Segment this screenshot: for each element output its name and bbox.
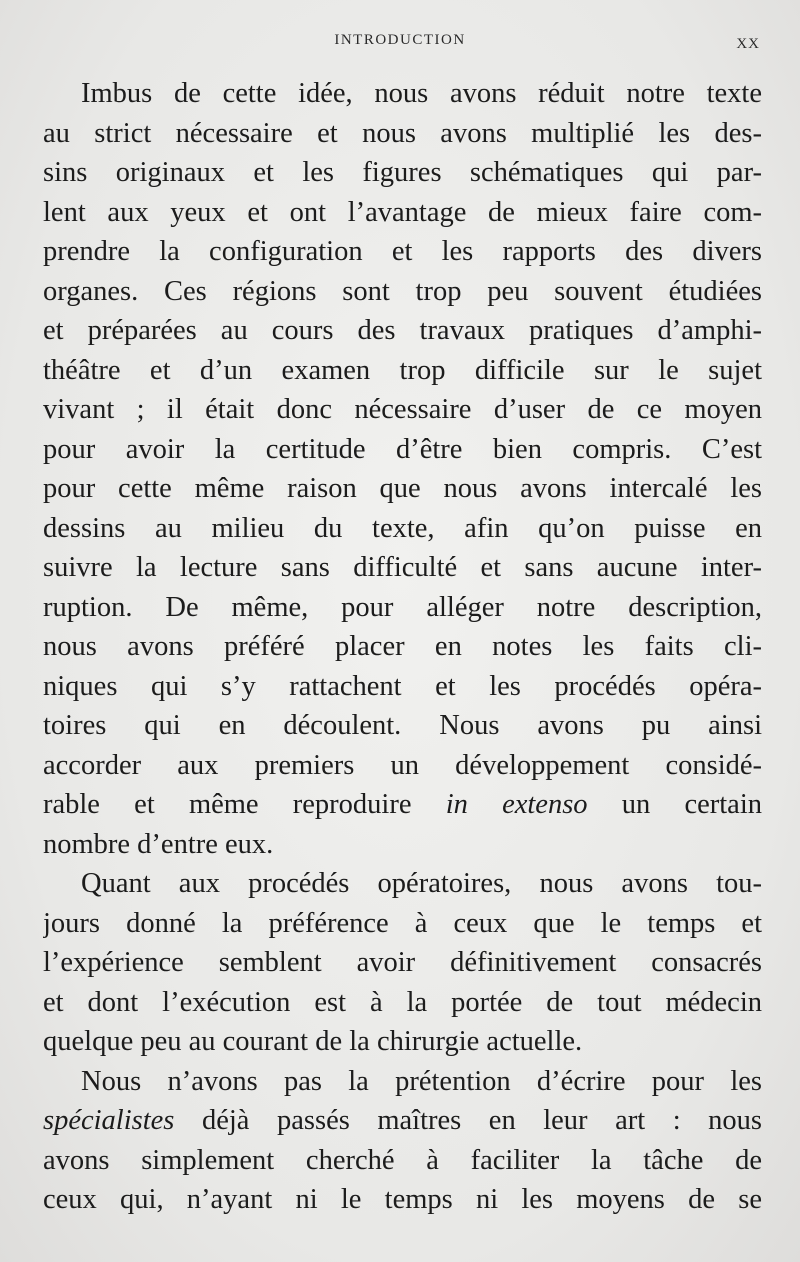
text-line: sins originaux et les figures schématiques qui par- [43,157,762,188]
text-segment: déjà passés maîtres en leur art : nous [201,1105,762,1136]
text-line: l’expérience semblent avoir définitivement consacrés [43,947,762,978]
text-line: théâtre et d’un examen trop difficile sur le sujet [43,354,762,386]
text-line: lent aux yeux et ont l’avantage de mieux faire com- [43,196,762,228]
text-line: jours donné la préférence à ceux que le temps et [43,907,762,939]
text-line: pour avoir la certitude d’être bien compris. C’est [43,433,762,465]
text-line: nombre d’entre eux. [43,828,274,860]
text-line: au strict nécessaire et nous avons multiplié les des- [43,117,762,149]
text-line: organes. Ces régions sont trop peu souvent étudiées [43,275,762,307]
text-line: ceux qui, n’ayant ni le temps ni les moyens de se [43,1184,762,1215]
text-line: dessins au milieu du texte, afin qu’on puisse en [43,512,762,544]
paragraph-3 [43,1062,762,1220]
text-line: toires qui en découlent. Nous avons pu ainsi [43,710,762,741]
italic-word: spécialistes [43,1105,175,1136]
text-segment: rable et même reproduire [43,789,412,820]
text-line: niques qui s’y rattachent et les procédés opéra- [43,670,762,702]
text-line: Imbus de cette idée, nous avons réduit notre texte [81,78,762,109]
text-line: ruption. De même, pour alléger notre description, [43,591,762,623]
paragraph-2 [43,864,762,1062]
body-text [43,74,762,1220]
text-line: avons simplement cherché à faciliter la tâche de [43,1144,762,1176]
text-line: vivant ; il était donc nécessaire d’user de ce moyen [43,394,762,425]
text-line: nous avons préféré placer en notes les faits cli- [43,631,762,662]
text-line: suivre la lecture sans difficulté et sans aucune inter- [43,552,762,583]
text-line: accorder aux premiers un développement considé- [43,749,762,781]
text-line: pour cette même raison que nous avons intercalé les [43,473,762,504]
running-title: INTRODUCTION [334,32,466,48]
text-line: et dont l’exécution est à la portée de tout médecin [43,986,762,1018]
text-line: et préparées au cours des travaux pratiques d’amphi- [43,315,762,346]
paragraph-1 [43,74,762,864]
page-number: XX [736,36,760,52]
italic-phrase: in extenso [445,789,588,820]
text-line [43,785,762,825]
text-line: Nous n’avons pas la prétention d’écrire pour les [81,1065,762,1097]
text-segment: un certain [621,789,762,820]
text-line: prendre la configuration et les rapports des divers [43,236,762,267]
text-line [43,1101,762,1141]
text-line: quelque peu au courant de la chirurgie actuelle. [43,1026,583,1057]
text-line: Quant aux procédés opératoires, nous avons tou- [81,868,762,899]
running-head [40,32,760,58]
